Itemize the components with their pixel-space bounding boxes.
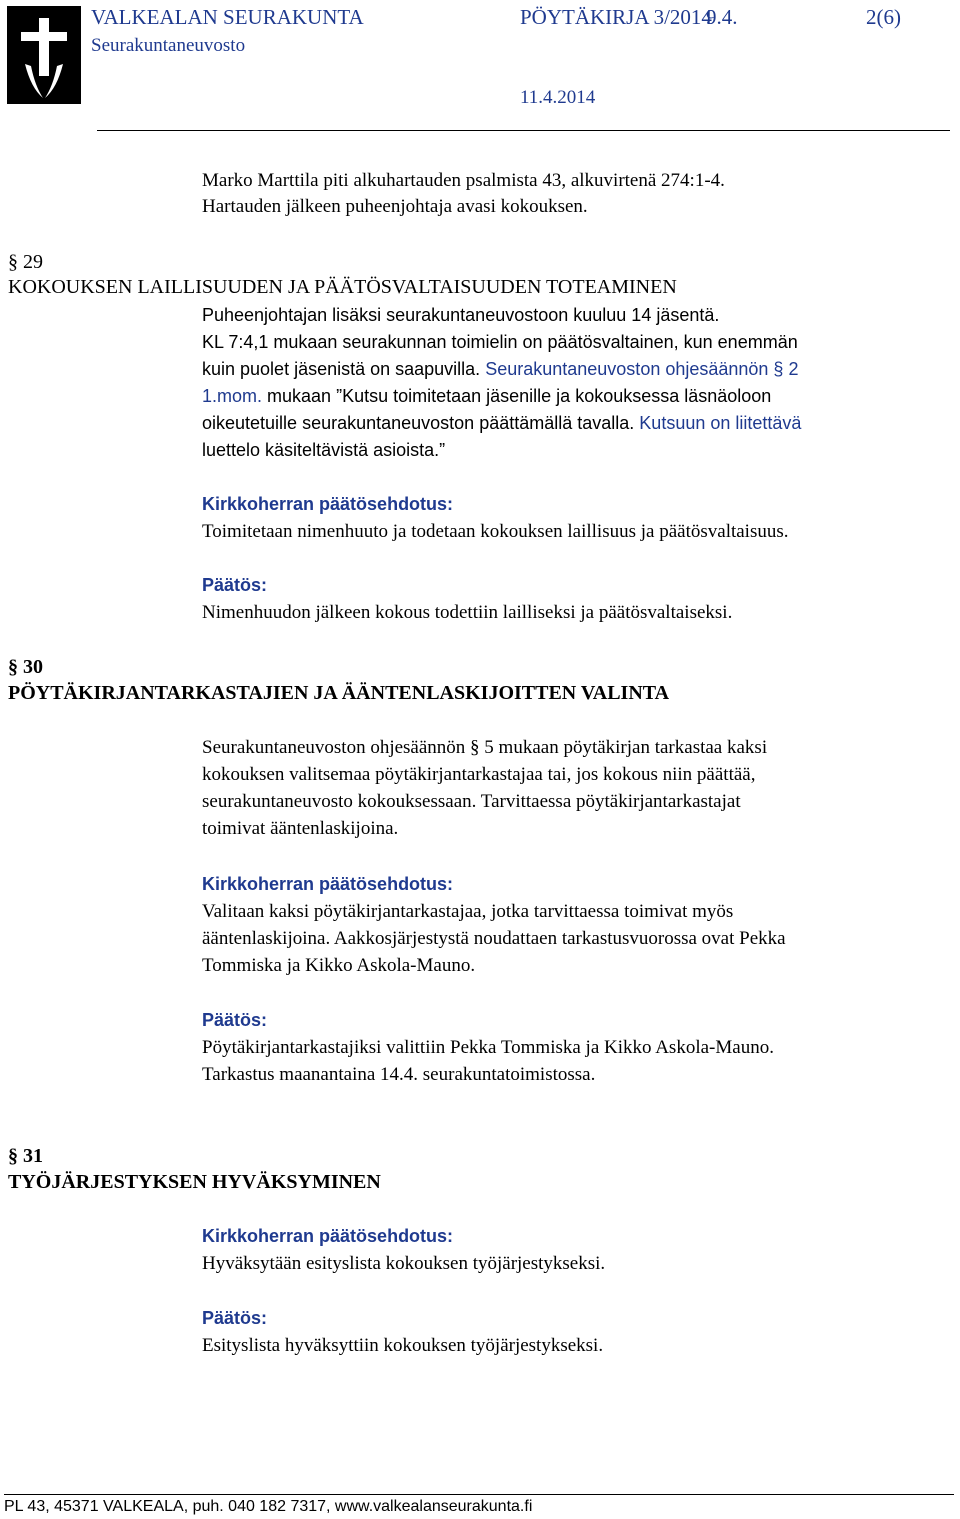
s29-paragraph-line-4b: mukaan ”Kutsu toimitetaan jäsenille ja kokouksessa läsnäoloon [267,386,772,406]
church-logo [7,6,81,104]
s30-proposal-line-3: Tommiska ja Kikko Askola-Mauno. [202,955,476,976]
s30-paragraph-line-1: Seurakuntaneuvoston ohjesäännön § 5 mukaan pöytäkirjan tarkastaa kaksi [202,737,768,758]
page-number: 2(6) [866,5,901,29]
s31-proposal-label: Kirkkoherran päätösehdotus: [202,1226,454,1246]
s29-bylaw-moment: 1.mom. [202,386,263,406]
s31-proposal-text: Hyväksytään esityslista kokouksen työjärjestykseksi. [202,1253,606,1274]
intro-line-2: Hartauden jälkeen puheenjohtaja avasi kokouksen. [202,196,588,217]
s30-paragraph-line-4: toimivat ääntenlaskijoina. [202,818,399,839]
s29-paragraph-line-1: Puheenjohtajan lisäksi seurakuntaneuvostoon kuuluu 14 jäsentä. [202,305,720,325]
s29-paragraph-line-2: KL 7:4,1 mukaan seurakunnan toimielin on päätösvaltainen, kun enemmän [202,332,798,352]
s29-proposal-label: Kirkkoherran päätösehdotus: [202,494,454,514]
footer-divider [4,1494,954,1495]
s31-decision-text: Esityslista hyväksyttiin kokouksen työjärjestykseksi. [202,1335,604,1356]
s30-decision-line-1: Pöytäkirjantarkastajiksi valittiin Pekka Tommiska ja Kikko Askola-Mauno. [202,1037,774,1058]
footer-contact: PL 43, 45371 VALKEALA, puh. 040 182 7317, www.valkealanseurakunta.fi [4,1498,533,1515]
s30-proposal-label: Kirkkoherran päätösehdotus: [202,874,454,894]
section-30-number: § 30 [8,656,43,678]
section-31-number: § 31 [8,1145,43,1167]
section-30-title: PÖYTÄKIRJANTARKASTAJIEN JA ÄÄNTENLASKIJOITTEN VALINTA [8,682,670,704]
body-name: Seurakuntaneuvosto [91,35,246,56]
s30-paragraph-line-2: kokouksen valitsemaa pöytäkirjantarkastajaa tai, jos kokous niin päättää, [202,764,756,785]
s29-bylaw-reference: Seurakuntaneuvoston ohjesäännön § 2 [485,359,799,379]
section-29-number: § 29 [8,251,43,273]
s30-decision-label: Päätös: [202,1010,268,1030]
signing-date: 11.4.2014 [520,87,596,108]
header-divider [97,130,950,131]
s29-proposal-text: Toimitetaan nimenhuuto ja todetaan kokouksen laillisuus ja päätösvaltaisuus. [202,521,789,542]
s29-paragraph-line-5b: Kutsuun on liitettävä [639,413,802,433]
s30-proposal-line-2: ääntenlaskijoina. Aakkosjärjestystä noudattaen tarkastusvuorossa ovat Pekka [202,928,786,949]
doc-title: PÖYTÄKIRJA 3/2014 [520,5,712,29]
s29-decision-text: Nimenhuudon jälkeen kokous todettiin lailliseksi ja päätösvaltaiseksi. [202,602,733,623]
s29-paragraph-line-5a: oikeutetuille seurakuntaneuvoston päättämällä tavalla. [202,413,635,433]
s29-decision-label: Päätös: [202,575,268,595]
s30-decision-line-2: Tarkastus maanantaina 14.4. seurakuntatoimistossa. [202,1064,596,1085]
section-29-title: KOKOUKSEN LAILLISUUDEN JA PÄÄTÖSVALTAISUUDEN TOTEAMINEN [8,276,677,298]
s30-proposal-line-1: Valitaan kaksi pöytäkirjantarkastajaa, jotka tarvittaessa toimivat myös [202,901,734,922]
meeting-date: 9.4. [706,5,738,29]
s29-paragraph-line-3a: kuin puolet jäsenistä on saapuvilla. [202,359,481,379]
section-31-title: TYÖJÄRJESTYKSEN HYVÄKSYMINEN [8,1171,381,1193]
s30-paragraph-line-3: seurakuntaneuvosto kokouksessaan. Tarvittaessa pöytäkirjantarkastajat [202,791,741,812]
s31-decision-label: Päätös: [202,1308,268,1328]
intro-line-1: Marko Marttila piti alkuhartauden psalmista 43, alkuvirtenä 274:1-4. [202,170,725,191]
s29-paragraph-line-6: luettelo käsiteltävistä asioista.” [202,440,446,460]
org-name: VALKEALAN SEURAKUNTA [91,5,364,29]
